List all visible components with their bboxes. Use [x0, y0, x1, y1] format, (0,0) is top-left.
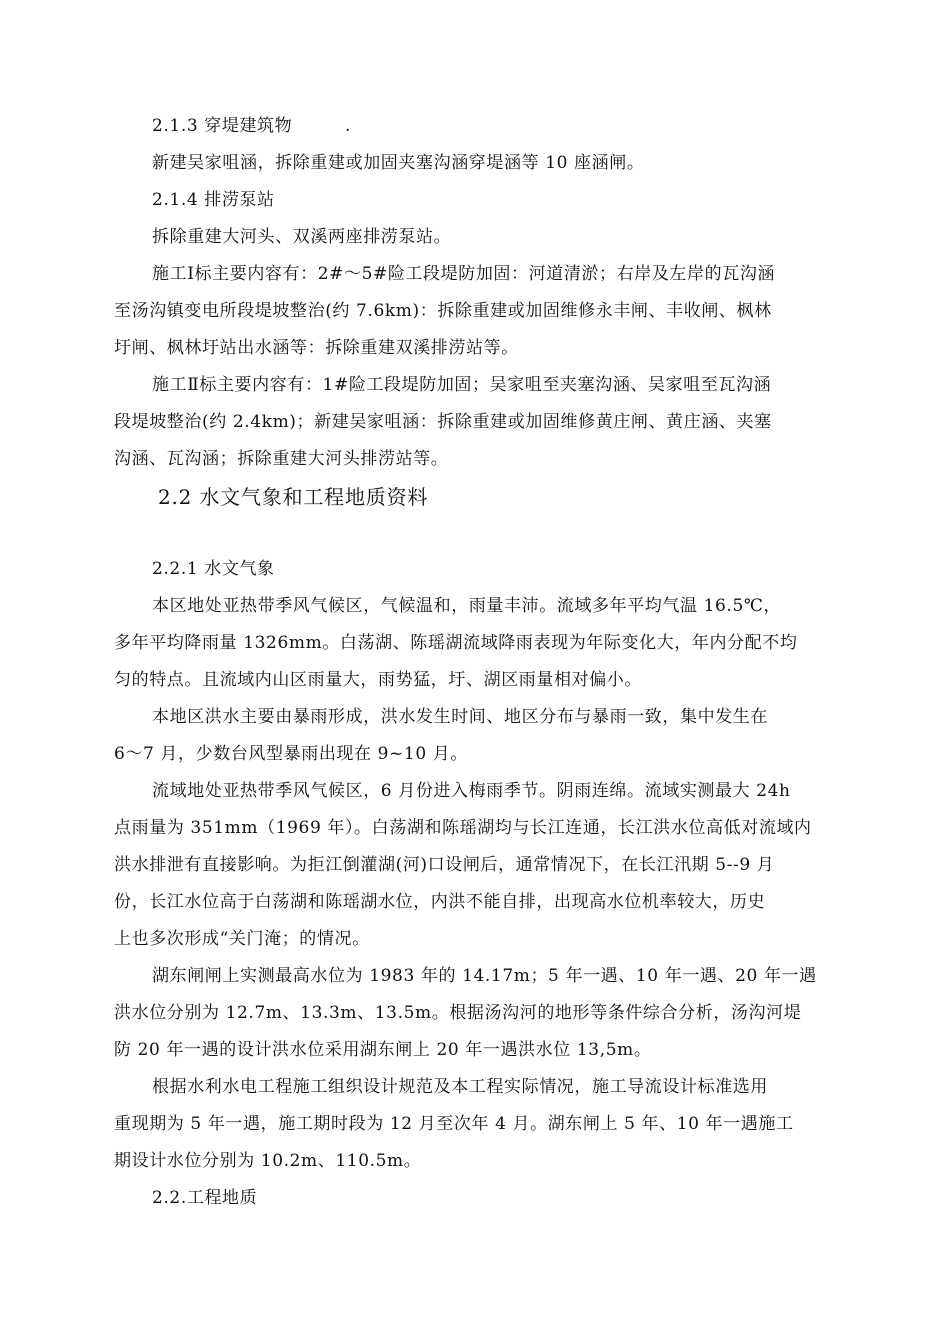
heading-2-1-3: 2.1.3 穿堤建筑物 . [152, 116, 352, 136]
heading-2-2-1: 2.2.1 水文气象 [152, 559, 275, 579]
paragraph-line: 至汤沟镇变电所段堤坡整治(约 7.6km)：拆除重建或加固维修永丰闸、丰收闸、枫林 [114, 301, 772, 321]
paragraph-line: 拆除重建大河头、双溪两座排涝泵站。 [152, 227, 452, 247]
paragraph-line: 湖东闸闸上实测最高水位为 1983 年的 14.17m；5 年一遇、10 年一遇、20 年一遇 [152, 966, 817, 986]
paragraph-line: 施工Ⅰ标主要内容有：2#～5#险工段堤防加固：河道清淤；右岸及左岸的瓦沟涵 [152, 264, 776, 284]
paragraph-line: 份，长江水位高于白荡湖和陈瑶湖水位，内洪不能自排，出现高水位机率较大，历史 [114, 892, 766, 912]
paragraph-line: 根据水利水电工程施工组织设计规范及本工程实际情况，施工导流设计标准选用 [152, 1077, 768, 1097]
paragraph-line: 6～7 月，少数台风型暴雨出现在 9~10 月。 [114, 744, 468, 764]
paragraph-line: 期设计水位分别为 10.2m、110.5m。 [114, 1151, 422, 1171]
paragraph-line: 匀的特点。且流域内山区雨量大，雨势猛，圩、湖区雨量相对偏小。 [114, 670, 642, 690]
paragraph-line: 洪水位分别为 12.7m、13.3m、13.5m。根据汤沟河的地形等条件综合分析，汤沟河堤 [114, 1003, 802, 1023]
paragraph-line: 重现期为 5 年一遇，施工期时段为 12 月至次年 4 月。湖东闸上 5 年、10 年一遇施工 [114, 1114, 794, 1134]
paragraph-line: 流域地处亚热带季风气候区，6 月份进入梅雨季节。阴雨连绵。流域实测最大 24h [152, 781, 791, 801]
paragraph-line: 点雨量为 351mm（1969 年）。白荡湖和陈瑶湖均与长江连通，长江洪水位高低对流域内 [114, 818, 812, 838]
paragraph-line: 段堤坡整治(约 2.4km)；新建吴家咀涵：拆除重建或加固维修黄庄闸、黄庄涵、夹塞 [114, 412, 772, 432]
paragraph-line: 圩闸、枫林圩站出水涵等：拆除重建双溪排涝站等。 [114, 338, 519, 358]
paragraph-line: 防 20 年一遇的设计洪水位采用湖东闸上 20 年一遇洪水位 13,5m。 [114, 1040, 652, 1060]
heading-2-2-engineering-geology: 2.2.工程地质 [152, 1188, 258, 1208]
paragraph-line: 新建吴家咀涵，拆除重建或加固夹塞沟涵穿堤涵等 10 座涵闸。 [152, 153, 645, 173]
paragraph-line: 本区地处亚热带季风气候区，气候温和，雨量丰沛。流域多年平均气温 16.5℃， [152, 596, 782, 616]
paragraph-line: 多年平均降雨量 1326mm。白荡湖、陈瑶湖流域降雨表现为年际变化大，年内分配不均 [114, 633, 798, 653]
heading-2-1-4: 2.1.4 排涝泵站 [152, 190, 275, 210]
section-heading-2-2: 2.2 水文气象和工程地质资料 [158, 485, 429, 509]
paragraph-line: 沟涵、瓦沟涵；拆除重建大河头排涝站等。 [114, 449, 449, 469]
paragraph-line: 洪水排泄有直接影响。为拒江倒灌湖(河)口设闸后，通常情况下，在长江汛期 5--9 月 [114, 855, 775, 875]
paragraph-line: 上也多次形成“关门淹；的情况。 [114, 929, 370, 949]
paragraph-line: 本地区洪水主要由暴雨形成，洪水发生时间、地区分布与暴雨一致，集中发生在 [152, 707, 768, 727]
paragraph-line: 施工Ⅱ标主要内容有：1#险工段堤防加固；吴家咀至夹塞沟涵、吴家咀至瓦沟涵 [152, 375, 772, 395]
